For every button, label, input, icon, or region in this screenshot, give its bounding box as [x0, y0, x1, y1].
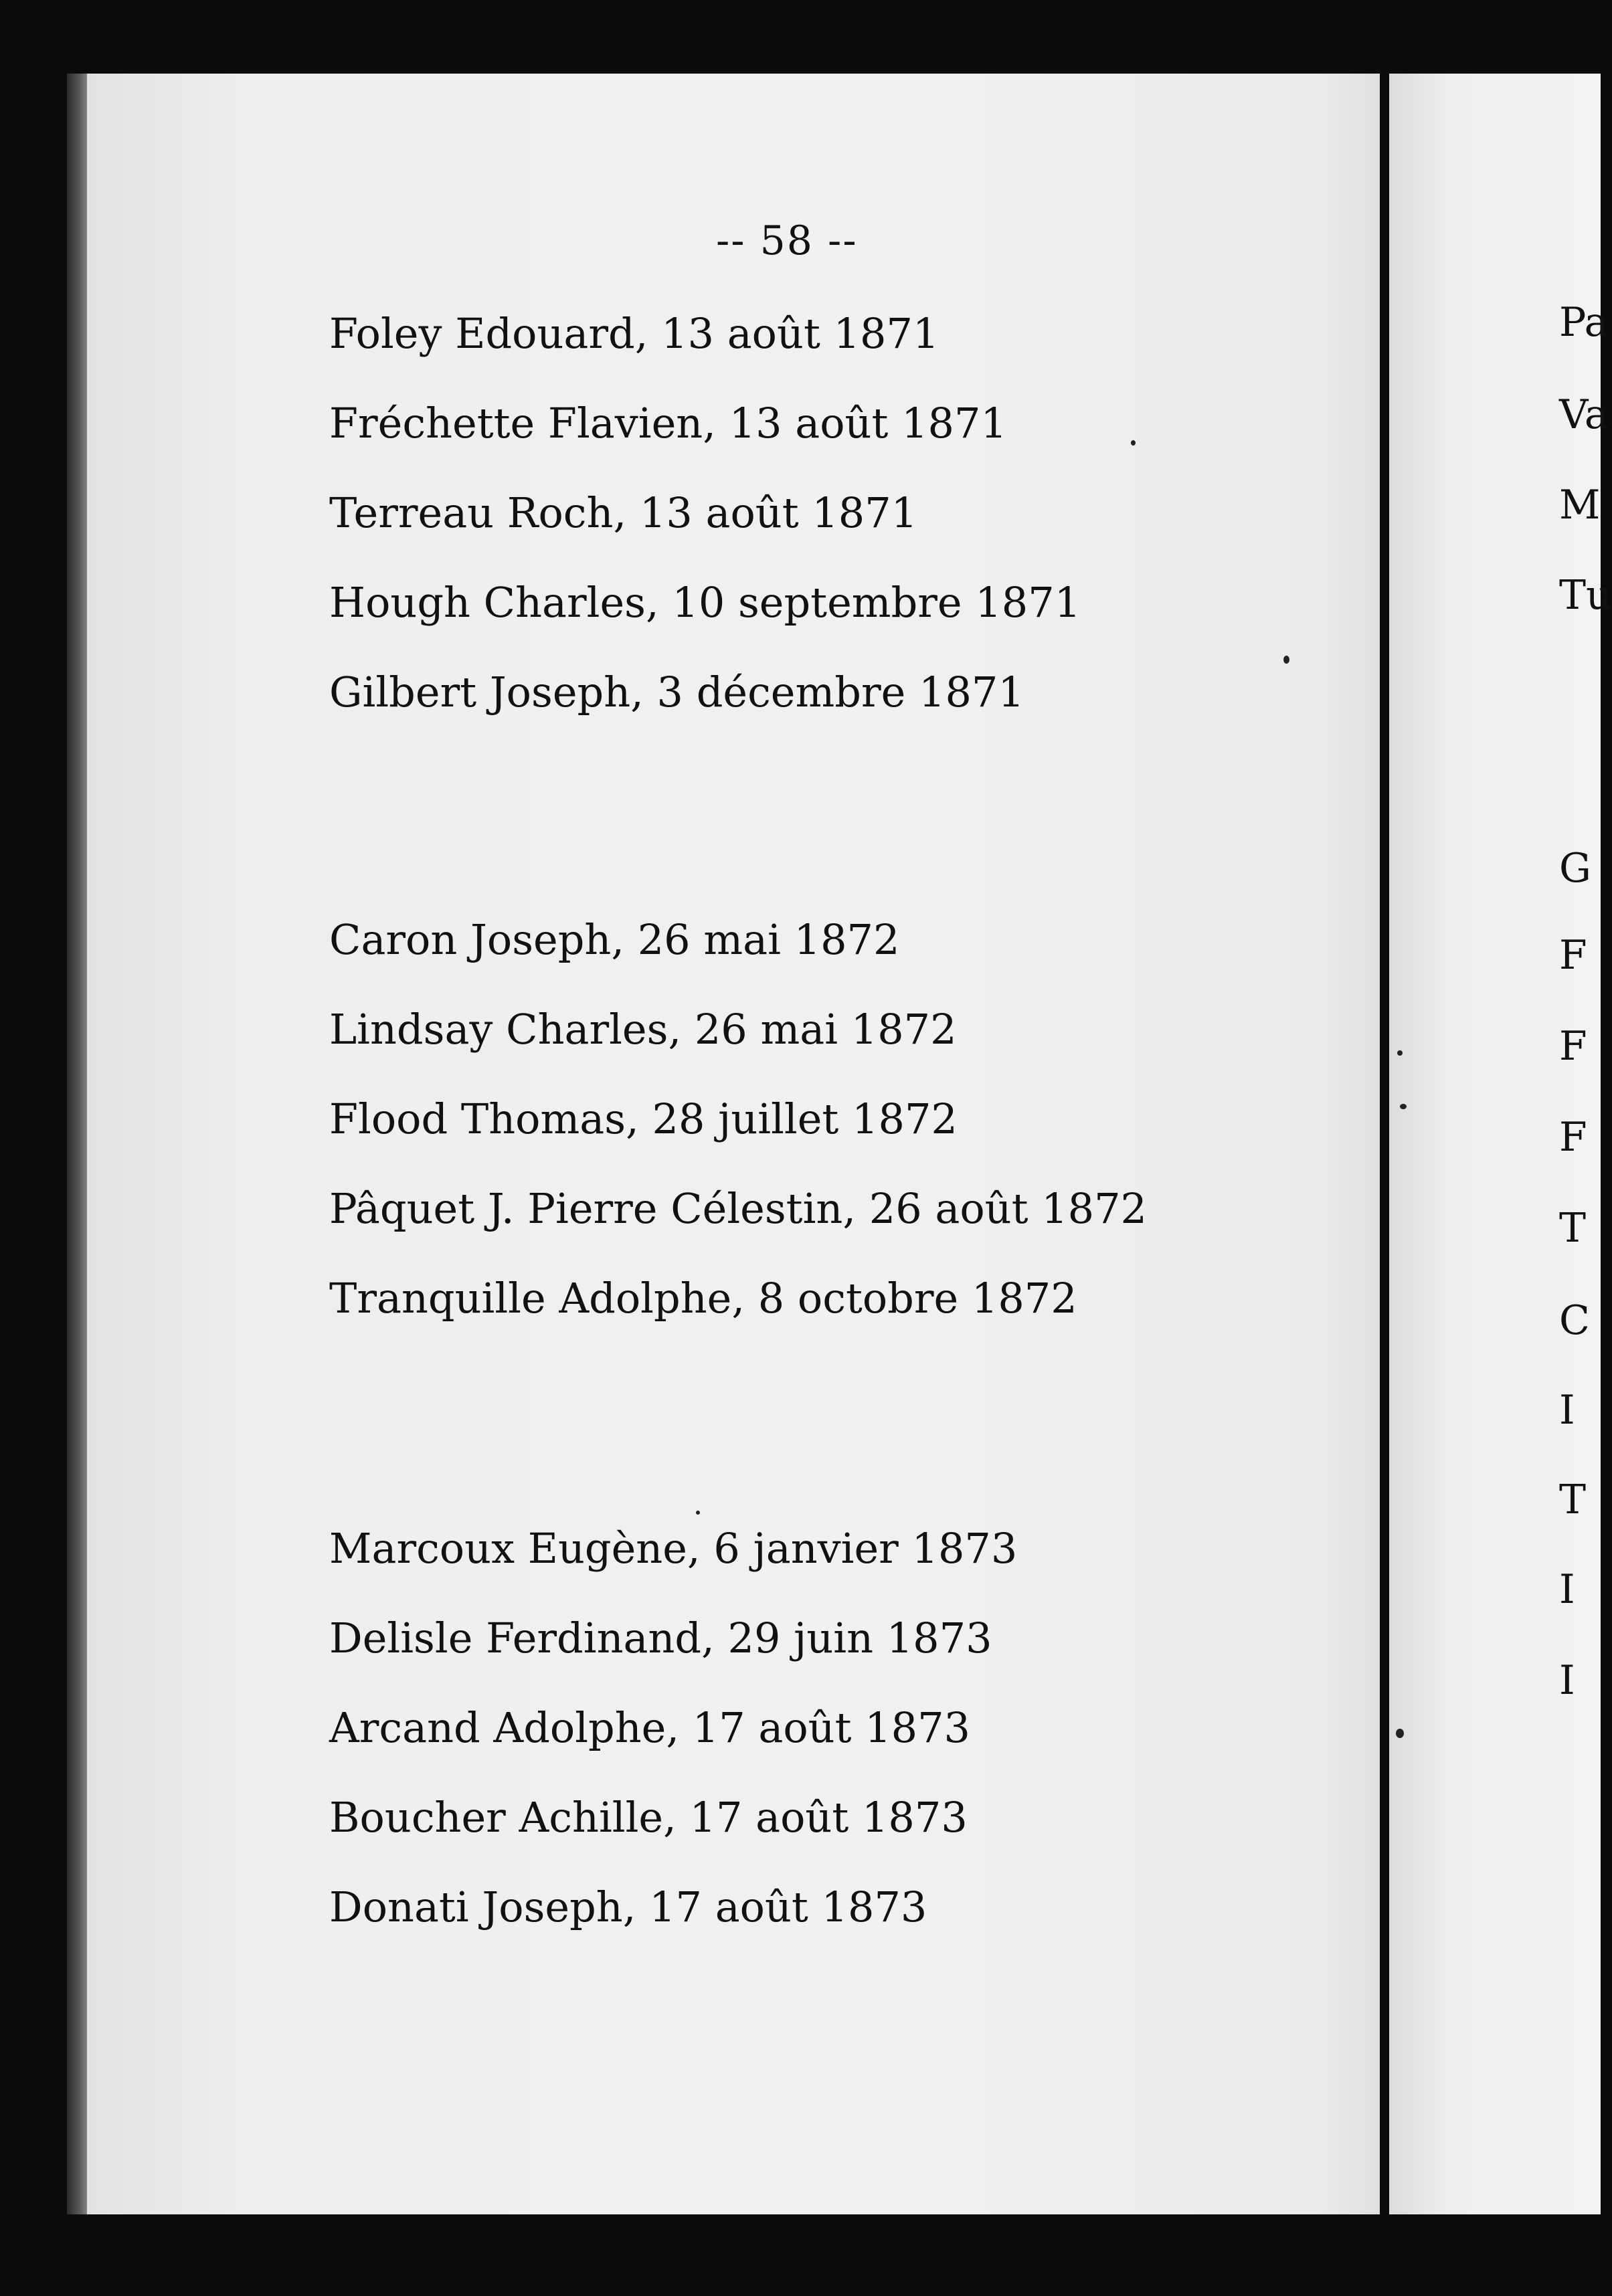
page-gutter: [1380, 60, 1389, 2228]
book-binding-edge: [67, 74, 88, 2214]
facing-page-fragment: F: [1559, 932, 1587, 979]
facing-page-fragment: I: [1559, 1657, 1575, 1704]
list-entry: Foley Edouard, 13 août 1871: [329, 309, 939, 358]
list-entry: Lindsay Charles, 26 mai 1872: [329, 1005, 957, 1054]
list-entry: Flood Thomas, 28 juillet 1872: [329, 1094, 958, 1143]
facing-page-fragment: Tu: [1559, 572, 1612, 619]
print-speck: [1283, 656, 1289, 664]
facing-page-fragment: F: [1559, 1023, 1587, 1070]
list-entry: Caron Joseph, 26 mai 1872: [329, 915, 900, 964]
print-speck: [1131, 440, 1136, 446]
print-speck: [696, 1511, 700, 1515]
print-speck: [1397, 1050, 1403, 1056]
list-entry: Tranquille Adolphe, 8 octobre 1872: [329, 1274, 1077, 1323]
list-entry: Arcand Adolphe, 17 août 1873: [329, 1703, 971, 1752]
list-entry: Gilbert Joseph, 3 décembre 1871: [329, 668, 1024, 716]
facing-page-fragment: Pa: [1559, 299, 1609, 346]
list-entry: Terreau Roch, 13 août 1871: [329, 488, 918, 537]
print-speck: [1400, 1104, 1407, 1109]
facing-page-fragment: T: [1559, 1205, 1587, 1252]
print-speck: [1396, 1729, 1404, 1738]
facing-page-fragment: C: [1559, 1297, 1590, 1344]
list-entry: Delisle Ferdinand, 29 juin 1873: [329, 1614, 992, 1662]
facing-page-fragment: G: [1559, 845, 1591, 892]
list-entry: Donati Joseph, 17 août 1873: [329, 1883, 927, 1931]
list-entry: Pâquet J. Pierre Célestin, 26 août 1872: [329, 1184, 1147, 1233]
list-entry: Boucher Achille, 17 août 1873: [329, 1793, 968, 1842]
facing-page-fragment: M: [1559, 482, 1601, 529]
facing-page-fragment: I: [1559, 1566, 1575, 1613]
list-entry: Marcoux Eugène, 6 janvier 1873: [329, 1524, 1018, 1573]
list-entry: Hough Charles, 10 septembre 1871: [329, 578, 1081, 627]
facing-page-fragment: F: [1559, 1114, 1587, 1161]
page-number: -- 58 --: [716, 217, 858, 264]
list-entry: Fréchette Flavien, 13 août 1871: [329, 399, 1007, 448]
facing-page-fragment: Va: [1559, 391, 1609, 438]
facing-page-fragment: T: [1559, 1476, 1587, 1523]
facing-page-fragment: I: [1559, 1387, 1575, 1434]
